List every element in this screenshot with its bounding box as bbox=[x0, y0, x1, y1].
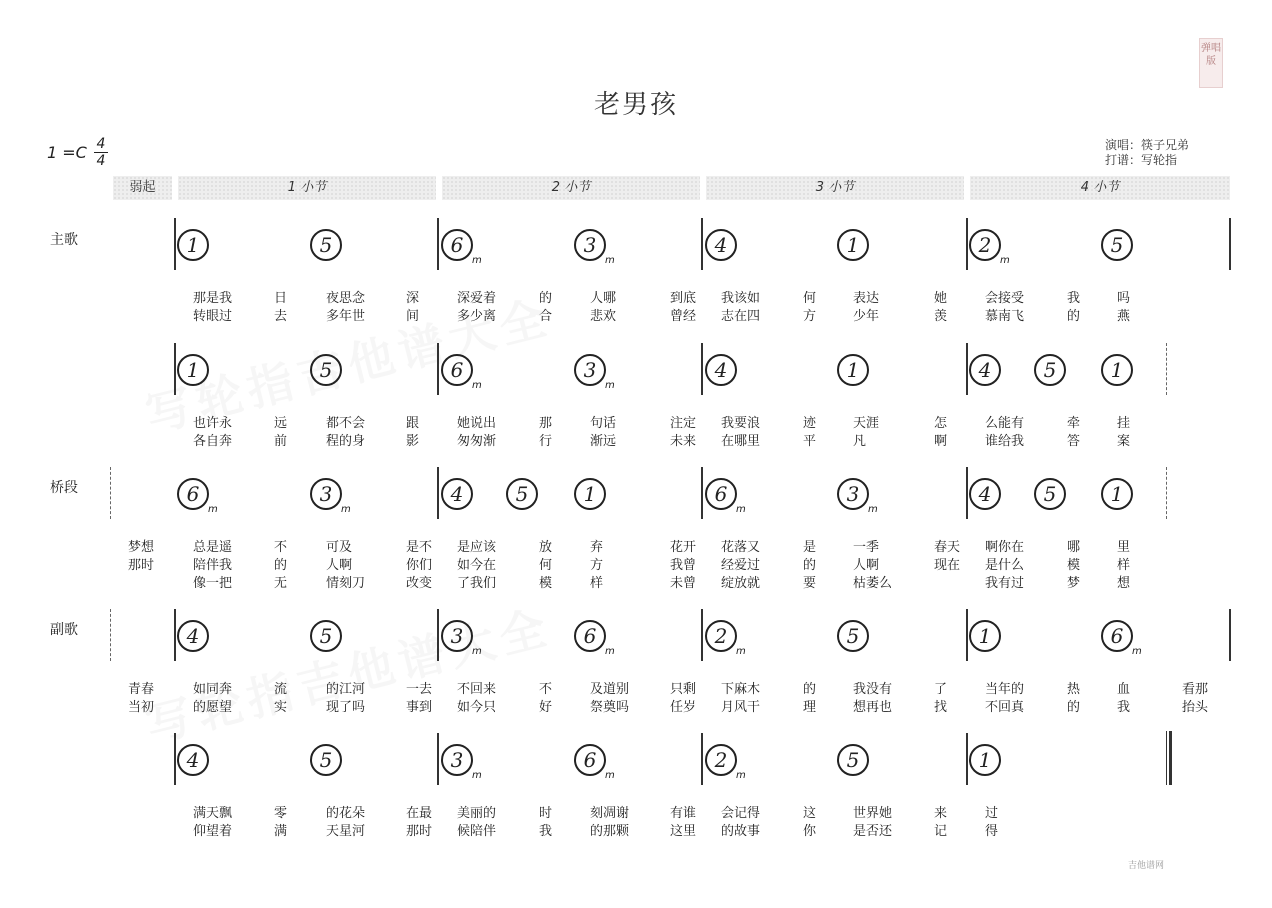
chord-quality: m bbox=[472, 380, 482, 391]
lyric-syllable: 跟 bbox=[406, 416, 420, 431]
lyric-syllable: 抬头 bbox=[1182, 700, 1209, 715]
lyric-syllable: 天涯 bbox=[853, 416, 880, 431]
chord-quality: m bbox=[472, 646, 482, 657]
lyric-syllable: 的 bbox=[803, 682, 817, 697]
lyric-syllable: 匆匆渐 bbox=[457, 434, 497, 449]
lyric-syllable: 人哪 bbox=[590, 291, 617, 306]
lyric-syllable: 句话 bbox=[590, 416, 617, 431]
barline bbox=[174, 609, 176, 661]
lyric-syllable: 的 bbox=[1067, 309, 1081, 324]
lyric-syllable: 如今只 bbox=[457, 700, 497, 715]
barline bbox=[174, 343, 176, 395]
section-label-bridge: 桥段 bbox=[50, 480, 78, 496]
lyric-syllable: 下麻木 bbox=[721, 682, 761, 697]
lyric-syllable: 未曾 bbox=[670, 576, 697, 591]
lyric-syllable: 月风干 bbox=[721, 700, 761, 715]
lyric-syllable: 热 bbox=[1067, 682, 1081, 697]
lyric-syllable: 何 bbox=[803, 291, 817, 306]
lyric-syllable: 方 bbox=[590, 558, 604, 573]
lyric-syllable: 了 bbox=[934, 682, 948, 697]
chord-quality: m bbox=[1000, 255, 1010, 266]
lyric-syllable: 我曾 bbox=[670, 558, 697, 573]
lyric-syllable: 你 bbox=[803, 824, 817, 839]
lyric-syllable: 凡 bbox=[853, 434, 867, 449]
chord-degree: 1 bbox=[969, 620, 1001, 652]
barline bbox=[966, 733, 968, 785]
lyric-syllable: 弃 bbox=[590, 540, 604, 555]
lyric-syllable: 是 bbox=[803, 540, 817, 555]
lyric-syllable: 吗 bbox=[1117, 291, 1131, 306]
chord-degree: 6 bbox=[441, 229, 473, 261]
chord-degree: 6 bbox=[1101, 620, 1133, 652]
header-measure-1 bbox=[178, 176, 436, 200]
lyric-syllable: 表达 bbox=[853, 291, 880, 306]
lyric-syllable: 是应该 bbox=[457, 540, 497, 555]
lyric-syllable: 渐远 bbox=[590, 434, 617, 449]
chord-degree: 6 bbox=[574, 620, 606, 652]
lyric-syllable: 案 bbox=[1117, 434, 1131, 449]
lyric-syllable: 么能有 bbox=[985, 416, 1025, 431]
chord-quality: m bbox=[472, 770, 482, 781]
chord-quality: m bbox=[605, 646, 615, 657]
section-label-verse: 主歌 bbox=[50, 232, 78, 248]
chord-degree: 4 bbox=[969, 478, 1001, 510]
lyric-syllable: 你们 bbox=[406, 558, 433, 573]
lyric-syllable: 的愿望 bbox=[193, 700, 233, 715]
lyric-syllable: 啊你在 bbox=[985, 540, 1025, 555]
lyric-syllable: 总是遥 bbox=[193, 540, 233, 555]
barline-dashed bbox=[110, 609, 111, 661]
lyric-syllable: 只剩 bbox=[670, 682, 697, 697]
lyric-syllable: 仰望着 bbox=[193, 824, 233, 839]
lyric-syllable: 青春 bbox=[128, 682, 155, 697]
chord-degree: 4 bbox=[705, 354, 737, 386]
lyric-syllable: 花开 bbox=[670, 540, 697, 555]
chord-quality: m bbox=[868, 504, 878, 515]
lyric-syllable: 了我们 bbox=[457, 576, 497, 591]
lyric-syllable: 春天 bbox=[934, 540, 961, 555]
chord-degree: 1 bbox=[837, 229, 869, 261]
chord-degree: 3 bbox=[441, 620, 473, 652]
lyric-syllable: 的花朵 bbox=[326, 806, 366, 821]
chord-degree: 5 bbox=[506, 478, 538, 510]
lyric-syllable: 多年世 bbox=[326, 309, 366, 324]
lyric-syllable: 过 bbox=[985, 806, 999, 821]
lyric-syllable: 陪伴我 bbox=[193, 558, 233, 573]
lyric-syllable: 到底 bbox=[670, 291, 697, 306]
lyric-syllable: 去 bbox=[274, 309, 288, 324]
song-title: 老男孩 bbox=[593, 90, 678, 120]
lyric-syllable: 的那颗 bbox=[590, 824, 630, 839]
lyric-syllable: 程的身 bbox=[326, 434, 366, 449]
lyric-syllable: 悲欢 bbox=[590, 309, 617, 324]
lyric-syllable: 流 bbox=[274, 682, 288, 697]
lyric-syllable: 少年 bbox=[853, 309, 880, 324]
lyric-syllable: 行 bbox=[539, 434, 553, 449]
chord-degree: 5 bbox=[310, 744, 342, 776]
lyric-syllable: 这 bbox=[803, 806, 817, 821]
lyric-syllable: 我 bbox=[1067, 291, 1081, 306]
lyric-syllable: 现了吗 bbox=[326, 700, 366, 715]
header-measure-2 bbox=[442, 176, 700, 200]
lyric-syllable: 会接受 bbox=[985, 291, 1025, 306]
lyric-syllable: 会记得 bbox=[721, 806, 761, 821]
chord-degree: 2 bbox=[969, 229, 1001, 261]
lyric-syllable: 迹 bbox=[803, 416, 817, 431]
lyric-syllable: 我该如 bbox=[721, 291, 761, 306]
chord-quality: m bbox=[605, 380, 615, 391]
lyric-syllable: 是否还 bbox=[853, 824, 893, 839]
lyric-syllable: 梦想 bbox=[128, 540, 155, 555]
lyric-syllable: 远 bbox=[274, 416, 288, 431]
lyric-syllable: 哪 bbox=[1067, 540, 1081, 555]
chord-degree: 1 bbox=[177, 354, 209, 386]
lyric-syllable: 及道别 bbox=[590, 682, 630, 697]
chord-degree: 5 bbox=[837, 620, 869, 652]
lyric-syllable: 如今在 bbox=[457, 558, 497, 573]
chord-degree: 6 bbox=[441, 354, 473, 386]
lyric-syllable: 像一把 bbox=[193, 576, 233, 591]
lyric-syllable: 啊 bbox=[934, 434, 948, 449]
chord-quality: m bbox=[736, 770, 746, 781]
chord-quality: m bbox=[605, 770, 615, 781]
chord-degree: 6 bbox=[574, 744, 606, 776]
lyric-syllable: 间 bbox=[406, 309, 420, 324]
lyric-syllable: 祭奠吗 bbox=[590, 700, 630, 715]
lyric-syllable: 零 bbox=[274, 806, 288, 821]
chord-degree: 1 bbox=[574, 478, 606, 510]
lyric-syllable: 候陪伴 bbox=[457, 824, 497, 839]
lyric-syllable: 那是我 bbox=[193, 291, 233, 306]
lyric-syllable: 模 bbox=[1067, 558, 1081, 573]
lyric-syllable: 我没有 bbox=[853, 682, 893, 697]
lyric-syllable: 深 bbox=[406, 291, 420, 306]
lyric-syllable: 在最 bbox=[406, 806, 433, 821]
lyric-syllable: 曾经 bbox=[670, 309, 697, 324]
lyric-syllable: 世界她 bbox=[853, 806, 893, 821]
lyric-syllable: 不 bbox=[274, 540, 288, 555]
lyric-syllable: 我要浪 bbox=[721, 416, 761, 431]
lyric-syllable: 来 bbox=[934, 806, 948, 821]
lyric-syllable: 任岁 bbox=[670, 700, 697, 715]
lyric-syllable: 的 bbox=[539, 291, 553, 306]
chord-quality: m bbox=[472, 255, 482, 266]
lyric-syllable: 是不 bbox=[406, 540, 433, 555]
lyric-syllable: 志在四 bbox=[721, 309, 761, 324]
chord-degree: 1 bbox=[1101, 354, 1133, 386]
lyric-syllable: 事到 bbox=[406, 700, 433, 715]
header-measure-4 bbox=[970, 176, 1230, 200]
chord-quality: m bbox=[605, 255, 615, 266]
chord-degree: 1 bbox=[837, 354, 869, 386]
chord-quality: m bbox=[736, 646, 746, 657]
chord-degree: 3 bbox=[574, 354, 606, 386]
barline bbox=[174, 733, 176, 785]
chord-degree: 5 bbox=[310, 620, 342, 652]
lyric-syllable: 现在 bbox=[934, 558, 961, 573]
lyric-syllable: 里 bbox=[1117, 540, 1131, 555]
barline bbox=[437, 467, 439, 519]
barline bbox=[701, 609, 703, 661]
lyric-syllable: 经爱过 bbox=[721, 558, 761, 573]
lyric-syllable: 花落又 bbox=[721, 540, 761, 555]
chord-degree: 1 bbox=[1101, 478, 1133, 510]
lyric-syllable: 模 bbox=[539, 576, 553, 591]
chord-degree: 1 bbox=[969, 744, 1001, 776]
lyric-syllable: 谁给我 bbox=[985, 434, 1025, 449]
lyric-syllable: 怎 bbox=[934, 416, 948, 431]
chord-degree: 6 bbox=[177, 478, 209, 510]
lyric-syllable: 想 bbox=[1117, 576, 1131, 591]
lyric-syllable: 满 bbox=[274, 824, 288, 839]
lyric-syllable: 的故事 bbox=[721, 824, 761, 839]
barline-dashed bbox=[1166, 467, 1167, 519]
header-pickup: 弱起 bbox=[113, 176, 172, 200]
chord-degree: 5 bbox=[1034, 478, 1066, 510]
lyric-syllable: 天星河 bbox=[326, 824, 366, 839]
header-measure-3 bbox=[706, 176, 964, 200]
header-measure-1-label: 1 小节 bbox=[287, 180, 327, 195]
chord-quality: m bbox=[736, 504, 746, 515]
lyric-syllable: 注定 bbox=[670, 416, 697, 431]
lyric-syllable: 前 bbox=[274, 434, 288, 449]
lyric-syllable: 日 bbox=[274, 291, 288, 306]
lyric-syllable: 看那 bbox=[1182, 682, 1209, 697]
barline bbox=[966, 343, 968, 395]
chord-degree: 4 bbox=[969, 354, 1001, 386]
lyric-syllable: 要 bbox=[803, 576, 817, 591]
lyric-syllable: 人啊 bbox=[326, 558, 353, 573]
time-signature-top: 4 bbox=[94, 136, 108, 153]
lyric-syllable: 的 bbox=[803, 558, 817, 573]
lyric-syllable: 找 bbox=[934, 700, 948, 715]
barline bbox=[701, 467, 703, 519]
lyric-syllable: 当年的 bbox=[985, 682, 1025, 697]
lyric-syllable: 人啊 bbox=[853, 558, 880, 573]
chord-degree: 5 bbox=[1034, 354, 1066, 386]
arranger-credit: 打谱：写轮指 bbox=[1105, 153, 1178, 167]
chord-degree: 2 bbox=[705, 744, 737, 776]
lyric-syllable: 如同奔 bbox=[193, 682, 233, 697]
header-measure-4-label: 4 小节 bbox=[1080, 180, 1120, 195]
lyric-syllable: 各自奔 bbox=[193, 434, 233, 449]
lyric-syllable: 绽放就 bbox=[721, 576, 761, 591]
chord-quality: m bbox=[208, 504, 218, 515]
lyric-syllable: 挂 bbox=[1117, 416, 1131, 431]
lyric-syllable: 的江河 bbox=[326, 682, 366, 697]
lyric-syllable: 的 bbox=[274, 558, 288, 573]
chord-degree: 5 bbox=[837, 744, 869, 776]
lyric-syllable: 都不会 bbox=[326, 416, 366, 431]
section-label-chorus: 副歌 bbox=[50, 622, 78, 638]
barline-dashed bbox=[110, 467, 111, 519]
lyric-syllable: 想再也 bbox=[853, 700, 893, 715]
lyric-syllable: 多少离 bbox=[457, 309, 497, 324]
chord-degree: 4 bbox=[441, 478, 473, 510]
lyric-syllable: 影 bbox=[406, 434, 420, 449]
barline bbox=[966, 467, 968, 519]
barline bbox=[437, 218, 439, 270]
barline bbox=[701, 343, 703, 395]
chord-degree: 2 bbox=[705, 620, 737, 652]
lyric-syllable: 也许永 bbox=[193, 416, 233, 431]
lyric-syllable: 这里 bbox=[670, 824, 697, 839]
lyric-syllable: 实 bbox=[274, 700, 288, 715]
lyric-syllable: 好 bbox=[539, 700, 553, 715]
header-measure-2-label: 2 小节 bbox=[551, 180, 591, 195]
lyric-syllable: 放 bbox=[539, 540, 553, 555]
barline bbox=[174, 218, 176, 270]
chord-degree: 4 bbox=[177, 620, 209, 652]
lyric-syllable: 我 bbox=[1117, 700, 1131, 715]
barline bbox=[437, 733, 439, 785]
lyric-syllable: 血 bbox=[1117, 682, 1131, 697]
lyric-syllable: 何 bbox=[539, 558, 553, 573]
lyric-syllable: 无 bbox=[274, 576, 288, 591]
lyric-syllable: 燕 bbox=[1117, 309, 1131, 324]
lyric-syllable: 方 bbox=[803, 309, 817, 324]
lyric-syllable: 牵 bbox=[1067, 416, 1081, 431]
lyric-syllable: 时 bbox=[539, 806, 553, 821]
performer-credit: 演唱：筷子兄弟 bbox=[1105, 138, 1190, 152]
time-signature bbox=[94, 136, 108, 169]
chord-quality: m bbox=[1132, 646, 1142, 657]
lyric-syllable: 那时 bbox=[128, 558, 155, 573]
lyric-syllable: 在哪里 bbox=[721, 434, 761, 449]
lyric-syllable: 理 bbox=[803, 700, 817, 715]
chord-degree: 4 bbox=[705, 229, 737, 261]
chord-degree: 3 bbox=[441, 744, 473, 776]
credits bbox=[1105, 138, 1189, 168]
barline bbox=[1229, 218, 1231, 270]
lyric-syllable: 样 bbox=[1117, 558, 1131, 573]
barline bbox=[966, 609, 968, 661]
chord-degree: 3 bbox=[310, 478, 342, 510]
version-stamp: 弹唱版 bbox=[1199, 38, 1223, 88]
lyric-syllable: 满天飘 bbox=[193, 806, 233, 821]
lyric-syllable: 的 bbox=[1067, 700, 1081, 715]
chord-degree: 4 bbox=[177, 744, 209, 776]
lyric-syllable: 转眼过 bbox=[193, 309, 233, 324]
lyric-syllable: 一季 bbox=[853, 540, 880, 555]
watermark bbox=[138, 591, 558, 756]
barline bbox=[966, 218, 968, 270]
footer-mark: 吉他谱网 bbox=[1128, 861, 1165, 871]
lyric-syllable: 不回真 bbox=[985, 700, 1025, 715]
lyric-syllable: 是什么 bbox=[985, 558, 1025, 573]
lyric-syllable: 梦 bbox=[1067, 576, 1081, 591]
lyric-syllable: 答 bbox=[1067, 434, 1081, 449]
lyric-syllable: 羡 bbox=[934, 309, 948, 324]
lyric-syllable: 我有过 bbox=[985, 576, 1025, 591]
lyric-syllable: 枯萎么 bbox=[853, 576, 893, 591]
lyric-syllable: 我 bbox=[539, 824, 553, 839]
chord-degree: 5 bbox=[310, 229, 342, 261]
lyric-syllable: 样 bbox=[590, 576, 604, 591]
lyric-syllable: 那时 bbox=[406, 824, 433, 839]
lyric-syllable: 深爱着 bbox=[457, 291, 497, 306]
lyric-syllable: 记 bbox=[934, 824, 948, 839]
chord-degree: 6 bbox=[705, 478, 737, 510]
chord-degree: 3 bbox=[837, 478, 869, 510]
lyric-syllable: 合 bbox=[539, 309, 553, 324]
barline bbox=[437, 343, 439, 395]
final-barline bbox=[1169, 731, 1172, 785]
lyric-syllable: 可及 bbox=[326, 540, 353, 555]
chord-degree: 3 bbox=[574, 229, 606, 261]
lyric-syllable: 一去 bbox=[406, 682, 433, 697]
lyric-syllable: 情刻刀 bbox=[326, 576, 366, 591]
chord-degree: 5 bbox=[1101, 229, 1133, 261]
time-signature-bottom: 4 bbox=[96, 153, 106, 169]
lyric-syllable: 她 bbox=[934, 291, 948, 306]
lyric-syllable: 她说出 bbox=[457, 416, 497, 431]
lyric-syllable: 当初 bbox=[128, 700, 155, 715]
barline bbox=[1229, 609, 1231, 661]
barline bbox=[437, 609, 439, 661]
barline-dashed bbox=[1166, 343, 1167, 395]
barline bbox=[701, 218, 703, 270]
lyric-syllable: 不 bbox=[539, 682, 553, 697]
lyric-syllable: 夜思念 bbox=[326, 291, 366, 306]
lyric-syllable: 美丽的 bbox=[457, 806, 497, 821]
chord-degree: 1 bbox=[177, 229, 209, 261]
lyric-syllable: 得 bbox=[985, 824, 999, 839]
lyric-syllable: 刻凋谢 bbox=[590, 806, 630, 821]
key-signature: 1 =C bbox=[47, 143, 87, 162]
lyric-syllable: 改变 bbox=[406, 576, 433, 591]
lyric-syllable: 不回来 bbox=[457, 682, 497, 697]
chord-degree: 5 bbox=[310, 354, 342, 386]
final-barline bbox=[1166, 731, 1167, 785]
lyric-syllable: 慕南飞 bbox=[985, 309, 1025, 324]
lyric-syllable: 未来 bbox=[670, 434, 697, 449]
header-measure-3-label: 3 小节 bbox=[815, 180, 855, 195]
lyric-syllable: 那 bbox=[539, 416, 553, 431]
chord-quality: m bbox=[341, 504, 351, 515]
lyric-syllable: 平 bbox=[803, 434, 817, 449]
barline bbox=[701, 733, 703, 785]
lyric-syllable: 有谁 bbox=[670, 806, 697, 821]
